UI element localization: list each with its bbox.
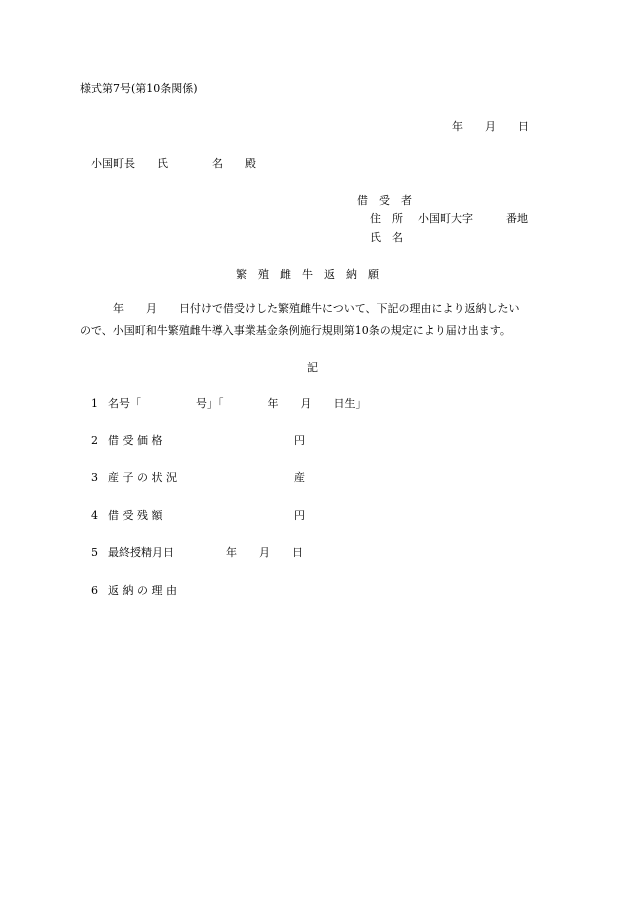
item-label: 最終授精月日 — [108, 546, 174, 559]
item-value: 円 — [294, 434, 305, 447]
submission-date: 年 月 日 — [452, 120, 529, 133]
addressee: 小国町長 氏 名 殿 — [91, 157, 256, 170]
borrower-name-label: 氏 名 — [370, 231, 403, 244]
item-label: 借 受 価 格 — [108, 434, 163, 447]
item-value: 年 月 日 — [226, 546, 303, 559]
borrower-title: 借 受 者 — [357, 194, 412, 207]
ki-heading: 記 — [307, 361, 318, 374]
item-number: 2 — [91, 434, 98, 447]
borrower-address-value: 小国町大字 番地 — [418, 212, 528, 225]
body-paragraph — [80, 298, 560, 342]
form-number-label: 様式第7号(第10条関係) — [80, 82, 198, 95]
item-label: 産 子 の 状 況 — [108, 471, 177, 484]
item-number: 6 — [91, 584, 98, 597]
item-label: 返 納 の 理 由 — [108, 584, 177, 597]
body-line-1: 年 月 日付けで借受けした繁殖雌牛について、下記の理由により返納したい — [80, 302, 520, 315]
borrower-address-label: 住 所 — [370, 212, 403, 225]
item-number: 4 — [91, 509, 98, 522]
item-number: 3 — [91, 471, 98, 484]
item-number: 1 — [91, 397, 98, 410]
body-line-2: ので、小国町和牛繁殖雌牛導入事業基金条例施行規則第10条の規定により届け出ます。 — [80, 324, 511, 337]
item-label: 借 受 残 額 — [108, 509, 163, 522]
document-title: 繁 殖 雌 牛 返 納 願 — [236, 268, 379, 281]
item-value: 円 — [294, 509, 305, 522]
item-value: 産 — [294, 471, 305, 484]
item-number: 5 — [91, 546, 98, 559]
item-label: 名号「 号」「 年 月 日生」 — [108, 397, 367, 410]
